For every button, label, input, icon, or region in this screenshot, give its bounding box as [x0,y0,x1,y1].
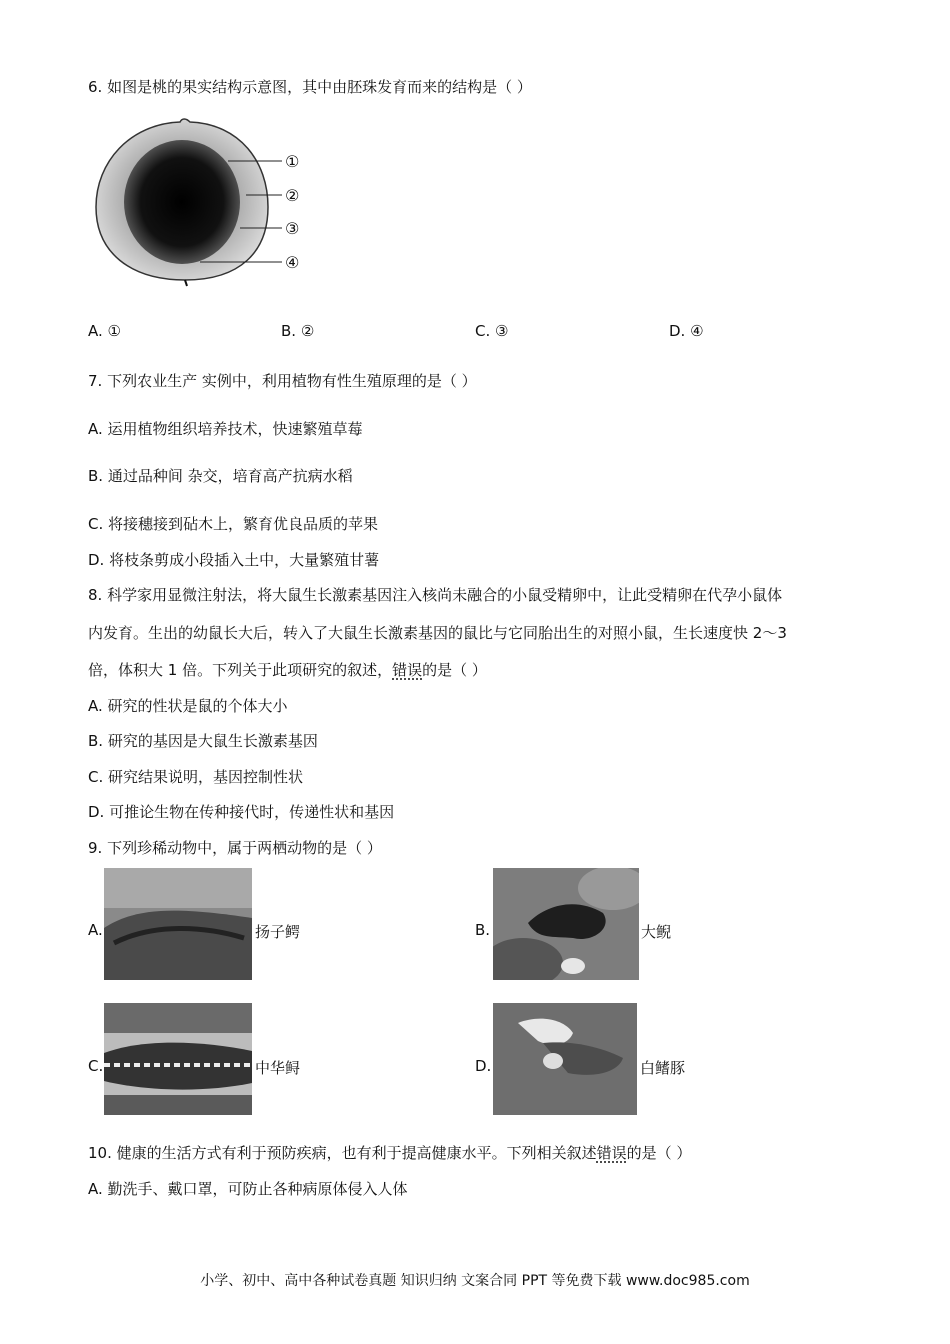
question-10-stem [88,1142,691,1163]
peach-pit [124,140,240,264]
question-9-stem: 9. 下列珍稀动物中，属于两栖动物的是（ ） [88,839,382,857]
q9-option-c-name: 中华鲟 [255,1059,301,1077]
q9-option-a-name: 扬子鳄 [255,923,301,941]
question-8-line-3 [88,659,487,680]
q6-option-a[interactable]: A. ① [88,322,121,340]
peach-outline [96,119,268,286]
question-6-stem: 6. 如图是桃的果实结构示意图，其中由胚珠发育而来的结构是（ ） [88,78,532,96]
q9-option-c-letter[interactable]: C. [88,1057,104,1075]
q8-line3-prefix: 倍，体积大 1 倍。下列关于此项研究的叙述， [88,661,393,679]
label-4: ④ [285,253,300,272]
q9-option-a-letter[interactable]: A. [88,921,103,939]
sturgeon-photo [104,1003,252,1115]
label-1: ① [285,152,300,171]
question-8-line-2: 内发育。生出的幼鼠长大后，转入了大鼠生长激素基因的鼠比与它同胎出生的对照小鼠，生长速度快 2～3 [88,624,787,642]
question-8-line-1: 8. 科学家用显微注射法，将大鼠生长激素基因注入核尚未融合的小鼠受精卵中，让此受精卵在代孕小鼠体 [88,586,783,604]
peach-fruit-diagram [90,112,320,288]
q10-stem-suffix: 的是（ ） [626,1144,692,1162]
q9-option-d-letter[interactable]: D. [475,1057,492,1075]
giant-salamander-photo [493,868,639,980]
q10-emphasis-word: 错误 [596,1144,627,1162]
q8-line3-suffix: 的是（ ） [422,661,487,679]
alligator-photo [104,868,252,980]
q6-option-c[interactable]: C. ③ [475,322,509,340]
q9-option-b-letter[interactable]: B. [475,921,491,939]
q7-option-d[interactable]: D. 将枝条剪成小段插入土中，大量繁殖甘薯 [88,551,380,569]
q10-stem-prefix: 10. 健康的生活方式有利于预防疾病，也有利于提高健康水平。下列相关叙述 [88,1144,597,1162]
q6-option-d[interactable]: D. ④ [669,322,704,340]
q8-option-b[interactable]: B. 研究的基因是大鼠生长激素基因 [88,732,318,750]
q7-option-a[interactable]: A. 运用植物组织培养技术，快速繁殖草莓 [88,420,363,438]
q7-option-b[interactable]: B. 通过品种间 杂交，培育高产抗病水稻 [88,467,353,485]
q9-option-d-name: 白鳍豚 [640,1059,686,1077]
q9-option-b-name: 大鲵 [641,923,672,941]
label-3: ③ [285,219,300,238]
page-footer: 小学、初中、高中各种试卷真题 知识归纳 文案合同 PPT 等免费下载 www.doc985.com [200,1273,750,1289]
q10-option-a[interactable]: A. 勤洗手、戴口罩，可防止各种病原体侵入人体 [88,1180,408,1198]
dolphin-photo [493,1003,637,1115]
q8-option-a[interactable]: A. 研究的性状是鼠的个体大小 [88,697,288,715]
q8-emphasis-word: 错误 [392,661,423,679]
q8-option-d[interactable]: D. 可推论生物在传种接代时，传递性状和基因 [88,803,395,821]
label-2: ② [285,186,300,205]
q7-option-c[interactable]: C. 将接穗接到砧木上，繁育优良品质的苹果 [88,515,379,533]
q8-option-c[interactable]: C. 研究结果说明，基因控制性状 [88,768,304,786]
q6-option-b[interactable]: B. ② [281,322,315,340]
question-7-stem: 7. 下列农业生产 实例中，利用植物有性生殖原理的是（ ） [88,372,477,390]
